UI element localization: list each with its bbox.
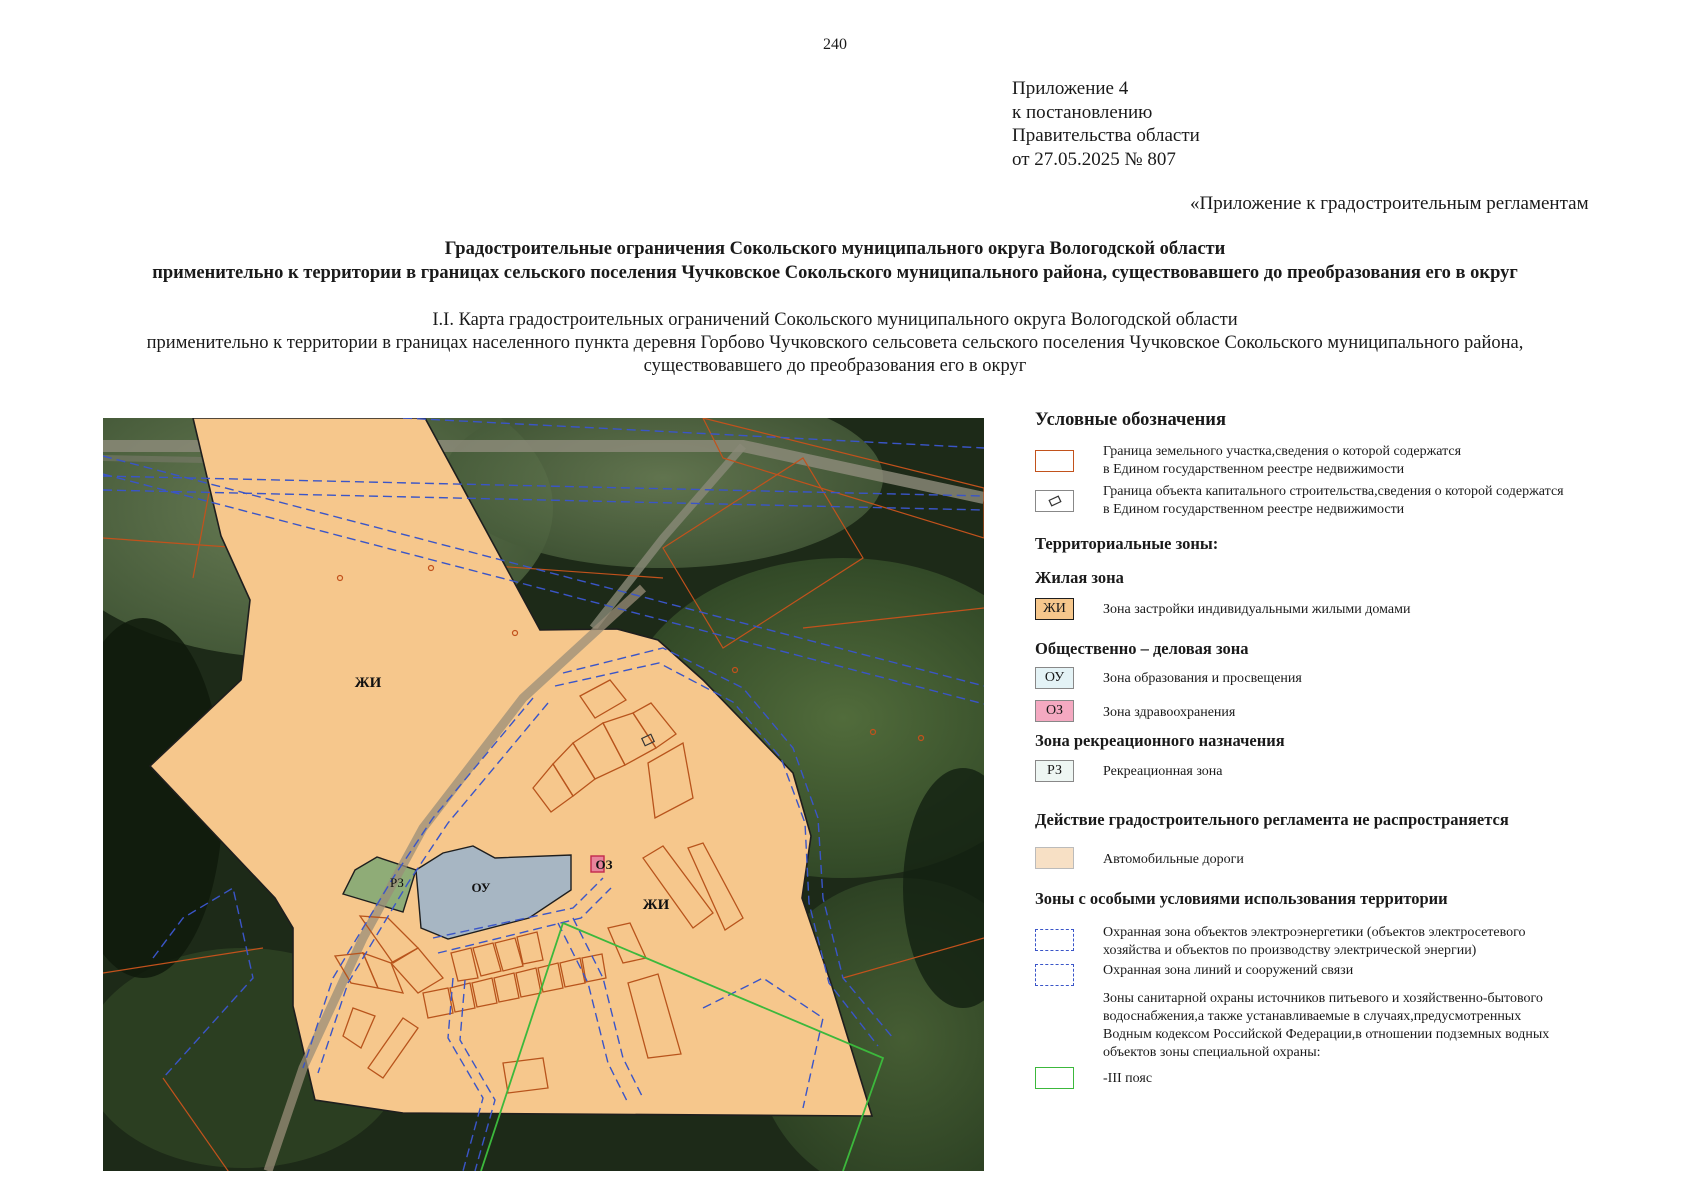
zone-label-zhi: ЖИ [642,897,670,913]
title-line: Градостроительные ограничения Сокольского муниципального округа Вологодской области [444,239,1226,259]
legend-building-swatch [1035,490,1074,512]
legend-public-group: Общественно – деловая зона [1035,639,1249,658]
zone-label-ou: ОУ [471,880,491,895]
legend-oz-text: Зона здравоохранения [1103,705,1236,720]
legend-sanitary-zone-text: Зоны санитарной охраны источников питьевого и хозяйственно-бытового водоснабжения,а также устанавливаемые в случаях,предусмотренных Водным кодексом Российской Федерации,в отношении подземных водных объектов зоны специальной охраны: [1103,991,1550,1060]
document-title [0,238,1670,285]
legend-rz-text: Рекреационная зона [1103,764,1223,779]
legend-parcel-swatch [1035,450,1074,472]
legend-ou-swatch: ОУ [1035,667,1074,689]
appendix-line: Приложение 4 [1012,78,1129,99]
legend-roads-text: Автомобильные дороги [1103,852,1244,867]
legend-special-zones-group: Зоны с особыми условиями использования территории [1035,889,1448,908]
legend-building-text: Граница объекта капитального строительства,сведения о которой содержатся в Едином государственном реестре недвижимости [1103,484,1564,517]
legend-ou-text: Зона образования и просвещения [1103,671,1302,686]
legend-roads-swatch [1035,847,1074,869]
legend-oz-swatch: ОЗ [1035,700,1074,722]
legend-residential-group: Жилая зона [1035,568,1124,587]
legend-territorial-zones: Территориальные зоны: [1035,534,1219,553]
legend-belt-iii-text: -III пояс [1103,1071,1153,1086]
subtitle-line: I.I. Карта градостроительных ограничений Сокольского муниципального округа Вологодской области [432,310,1238,330]
legend-comm-zone-text: Охранная зона линий и сооружений связи [1103,963,1354,978]
subtitle-line: применительно к территории в границах населенного пункта деревня Горбово Чучковского сельсовета сельского поселения Чучковское Сокольского муниципального района, [146,333,1524,353]
appendix-line: Правительства области [1012,125,1200,146]
legend-title: Условные обозначения [1035,410,1226,430]
page-number: 240 [823,36,847,53]
zone-label-zhi: ЖИ [354,675,382,691]
appendix-line: от 27.05.2025 № 807 [1012,148,1176,170]
legend-belt-iii-swatch [1035,1067,1074,1089]
zone-label-rz: РЗ [390,875,404,890]
zoning-map [103,418,984,1171]
title-line: применительно к территории в границах сельского поселения Чучковское Сокольского муниципального района, существовавшего до преобразования его в округ [152,262,1518,283]
appendix-line: к постановлению [1012,101,1153,123]
legend-zhi-text: Зона застройки индивидуальными жилыми домами [1103,602,1411,617]
zone-label-oz: ОЗ [595,857,613,872]
legend-comm-zone-swatch [1035,964,1074,986]
legend-rz-swatch: РЗ [1035,760,1074,782]
legend-recreation-group: Зона рекреационного назначения [1035,731,1285,750]
appendix-reference: «Приложение к градостроительным регламентам [1190,193,1589,214]
legend-zhi-swatch: ЖИ [1035,598,1074,620]
building-outline-icon [1047,495,1063,507]
legend-power-zone-text: Охранная зона объектов электроэнергетики (объектов электросетевого хозяйства и объектов по производству электрической энергии) [1103,925,1526,958]
subtitle-line: существовавшего до преобразования его в округ [643,356,1027,376]
legend-power-zone-swatch [1035,929,1074,951]
map-subtitle [0,309,1670,378]
legend-parcel-text: Граница земельного участка,сведения о которой содержатся в Едином государственном реестре недвижимости [1103,444,1462,477]
appendix-header [1012,77,1200,171]
legend-no-regulation-group: Действие градостроительного регламента не распространяется [1035,810,1509,829]
